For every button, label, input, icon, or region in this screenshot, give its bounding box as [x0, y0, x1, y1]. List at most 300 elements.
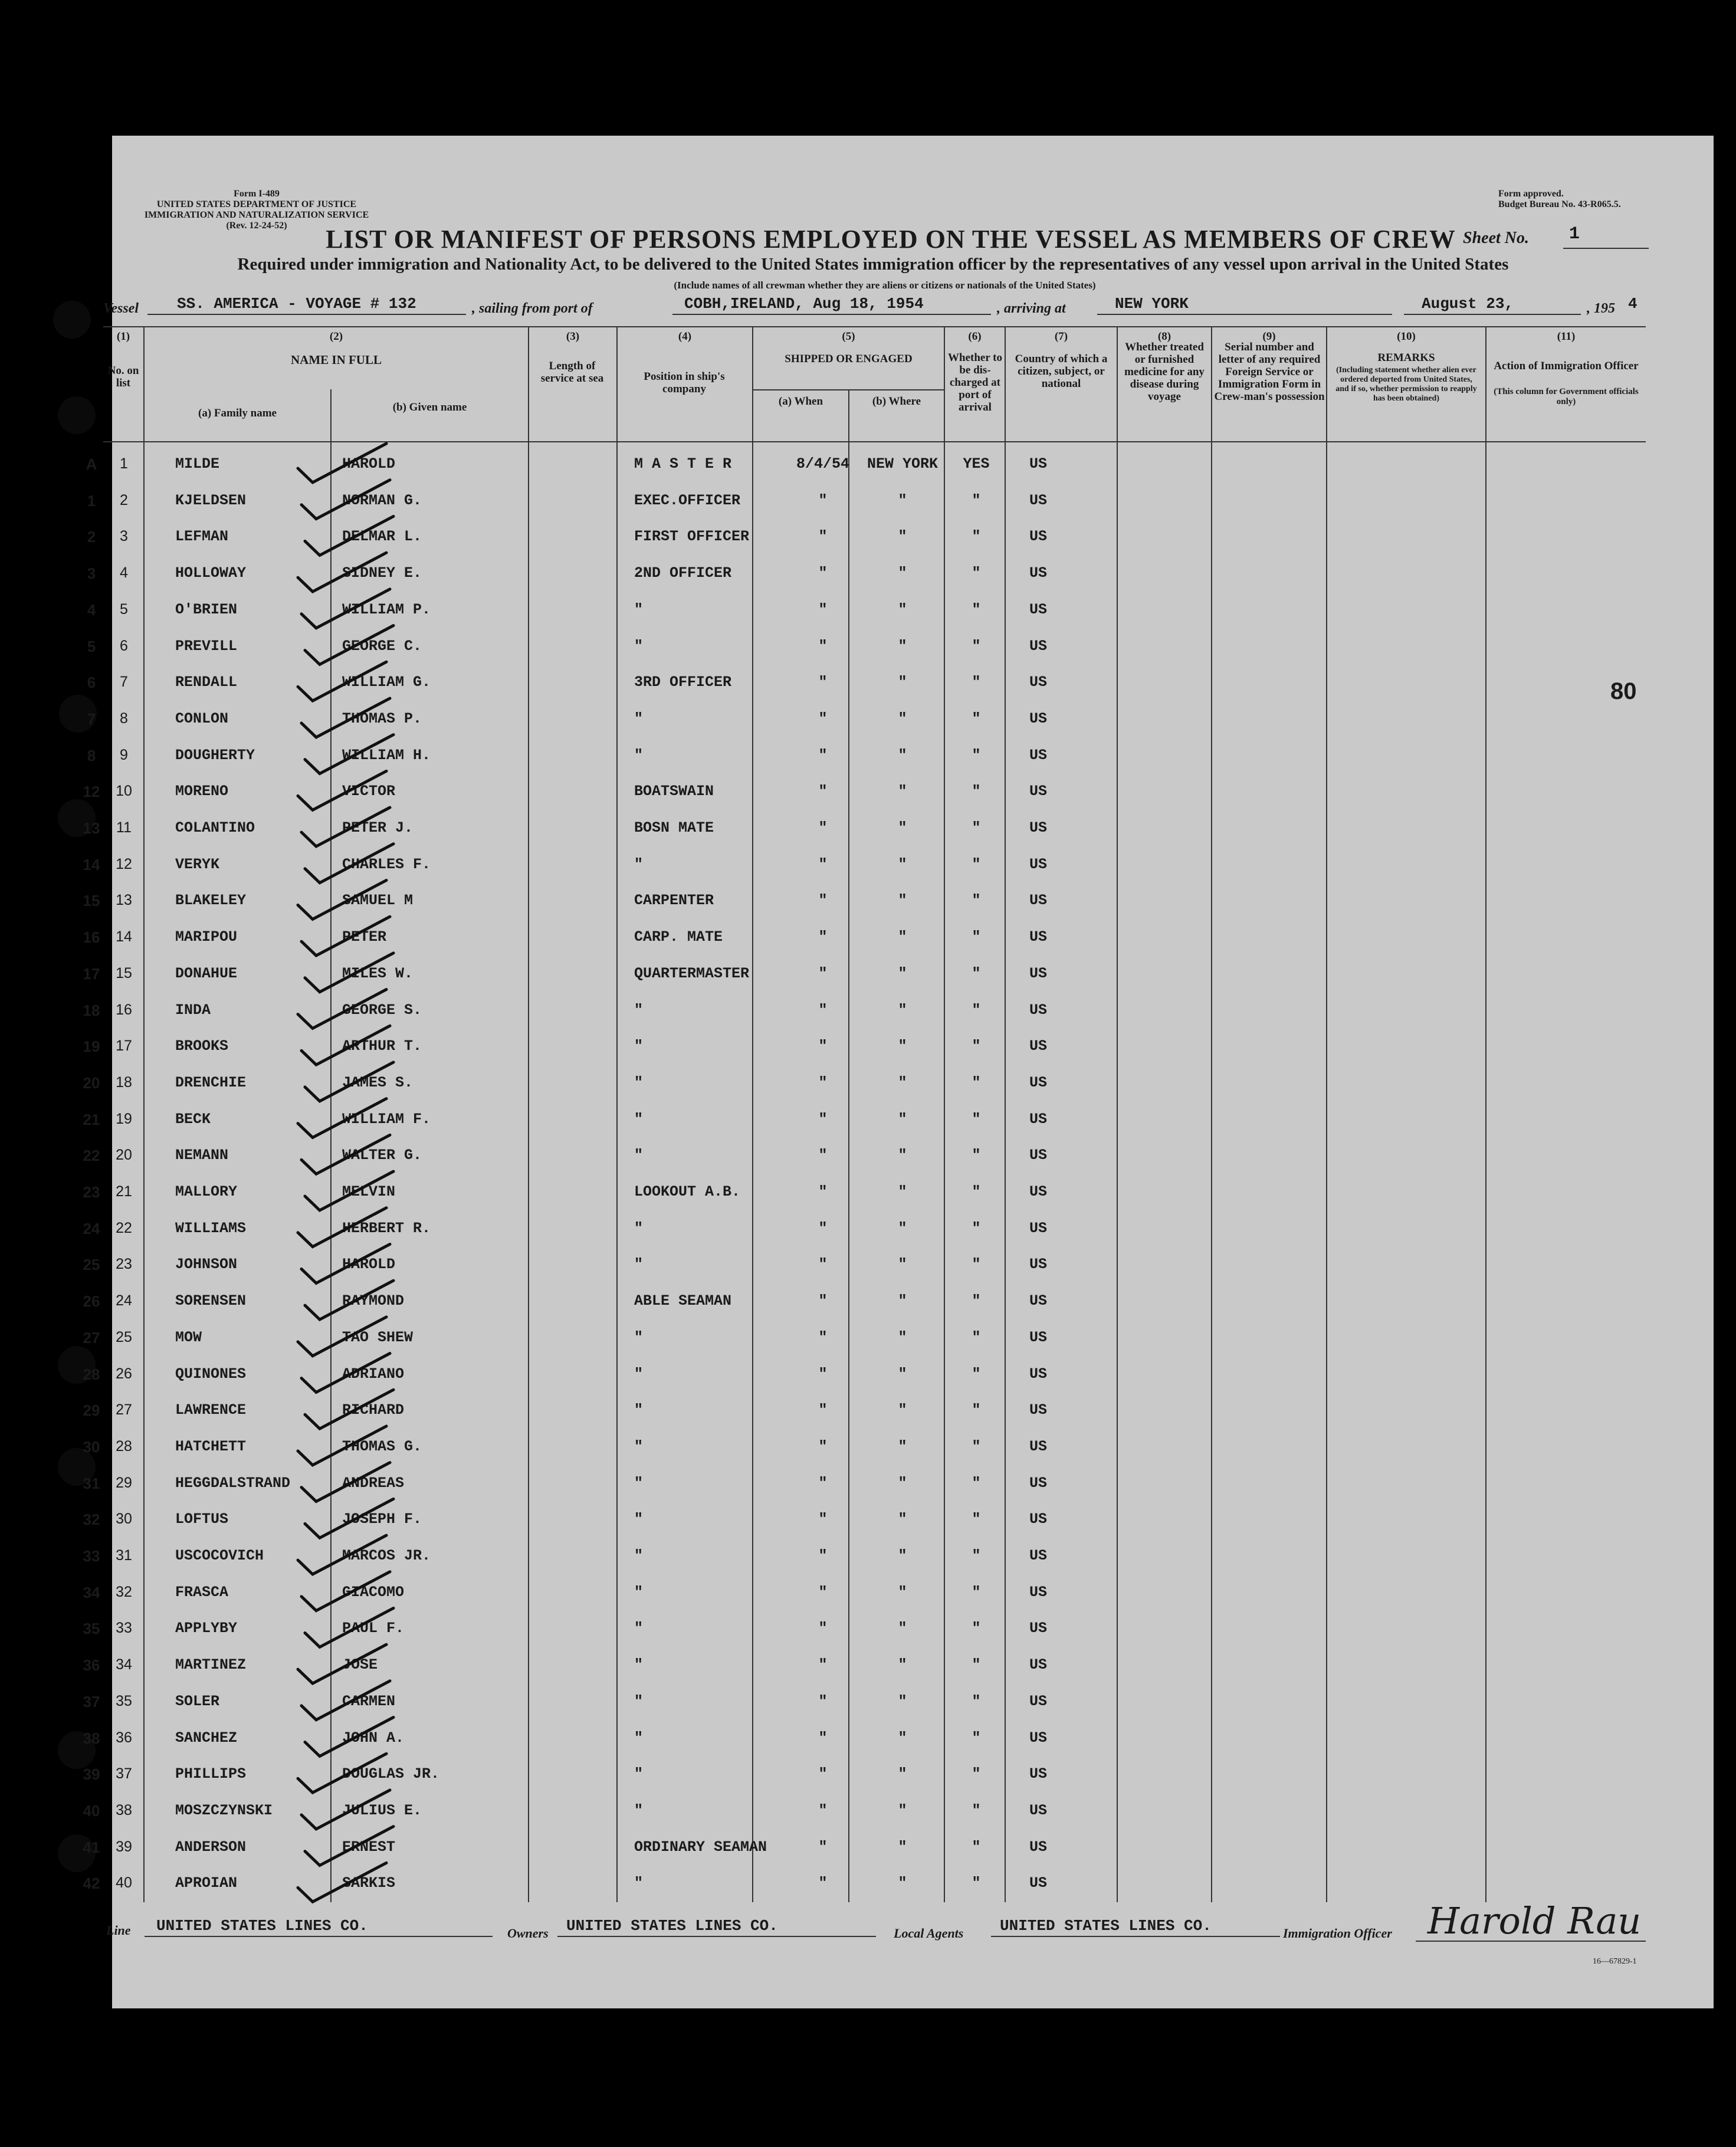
check-mark: [305, 626, 393, 665]
margin-number: 26: [83, 1292, 100, 1311]
list-number: 21: [116, 1183, 132, 1200]
given-name: ERNEST: [342, 1838, 396, 1856]
margin-number: 39: [83, 1765, 100, 1784]
margin-number: 13: [83, 819, 100, 837]
shipped-where: ": [898, 1511, 907, 1528]
discharged: ": [972, 637, 981, 655]
margin-number: 7: [87, 710, 96, 728]
check-mark: [301, 1354, 390, 1393]
check-mark: [301, 1681, 390, 1720]
margin-number: 14: [83, 855, 100, 874]
shipped-where: ": [898, 1401, 907, 1419]
vessel-value: SS. AMERICA - VOYAGE # 132: [177, 295, 416, 313]
margin-number: 20: [83, 1074, 100, 1092]
list-number: 7: [120, 674, 128, 691]
list-number: 38: [116, 1801, 132, 1818]
shipped-where: ": [898, 491, 907, 509]
discharged: ": [972, 928, 981, 946]
margin-number: 21: [83, 1110, 100, 1128]
given-name: DELMAR L.: [342, 528, 422, 546]
margin-number: 42: [83, 1874, 100, 1893]
family-name: APROIAN: [175, 1874, 238, 1892]
shipped-where: ": [898, 1729, 907, 1747]
position: ": [634, 1147, 644, 1164]
list-number: 25: [116, 1328, 132, 1345]
check-mark: [305, 1171, 396, 1210]
discharged: ": [972, 564, 981, 582]
discharged: ": [972, 1547, 981, 1564]
shipped-when: ": [818, 1838, 828, 1856]
col8-number: (8): [1157, 330, 1171, 343]
discharged: ": [972, 1583, 981, 1601]
position: ": [634, 1729, 644, 1747]
position: ABLE SEAMAN: [634, 1292, 732, 1310]
country: US: [1029, 1801, 1047, 1819]
discharged: ": [972, 1219, 981, 1237]
agents-label: Local Agents: [894, 1926, 964, 1941]
year-digit: 4: [1628, 295, 1637, 313]
shipped-where: ": [898, 1001, 907, 1019]
family-name: DOUGHERTY: [175, 746, 255, 764]
owners-label: Owners: [507, 1926, 549, 1941]
line-value: UNITED STATES LINES CO.: [156, 1917, 368, 1935]
position: ": [634, 637, 644, 655]
discharged: ": [972, 1292, 981, 1310]
shipped-where: ": [898, 564, 907, 582]
check-mark: [298, 1317, 386, 1356]
margin-number: 28: [83, 1365, 100, 1383]
family-name: LEFMAN: [175, 528, 229, 546]
discharged: ": [972, 1838, 981, 1856]
family-name: MALLORY: [175, 1183, 238, 1200]
given-name: JOHN A.: [342, 1729, 405, 1747]
check-mark: [305, 516, 393, 555]
margin-number: 40: [83, 1801, 100, 1820]
shipped-when: ": [818, 528, 828, 546]
given-name: JOSEPH F.: [342, 1511, 422, 1528]
col-name-in-full: NAME IN FULL: [290, 353, 382, 367]
family-name: MILDE: [175, 455, 220, 472]
country: US: [1029, 491, 1047, 509]
shipped-where: ": [898, 1365, 907, 1383]
country: US: [1029, 1147, 1047, 1164]
margin-number: 32: [83, 1511, 100, 1529]
discharged: ": [972, 1620, 981, 1637]
shipped-when: ": [818, 1219, 828, 1237]
check-mark: [298, 990, 386, 1029]
discharged: ": [972, 783, 981, 800]
family-name: VERYK: [175, 855, 220, 873]
shipped-where: ": [898, 783, 907, 800]
check-mark: [305, 1390, 393, 1429]
shipped-when: ": [818, 1292, 828, 1310]
col-position: Position in ship's company: [644, 370, 725, 395]
family-name: MOW: [175, 1328, 202, 1346]
given-name: JOSE: [342, 1656, 378, 1674]
family-name: SOLER: [175, 1692, 220, 1710]
position: ": [634, 1474, 644, 1492]
margin-number: 17: [83, 964, 100, 983]
given-name: CARMEN: [342, 1692, 396, 1710]
discharged: ": [972, 1874, 981, 1892]
list-number: 31: [116, 1547, 132, 1564]
check-mark: [298, 1754, 386, 1793]
family-name: HEGGDALSTRAND: [175, 1474, 291, 1492]
discharged: ": [972, 892, 981, 910]
given-name: JULIUS E.: [342, 1801, 422, 1819]
shipped-where: ": [898, 1838, 907, 1856]
shipped-where: ": [898, 1183, 907, 1200]
list-number: 19: [116, 1110, 132, 1127]
list-number: 12: [116, 855, 132, 872]
family-name: O'BRIEN: [175, 600, 238, 618]
include-note: (Include names of all crewman whether they are aliens or citizens or nationals of the United States): [674, 280, 1096, 291]
list-number: 26: [116, 1365, 132, 1382]
position: ": [634, 1074, 644, 1091]
shipped-where: ": [898, 1147, 907, 1164]
country: US: [1029, 674, 1047, 691]
list-number: 6: [120, 637, 128, 654]
position: EXEC.OFFICER: [634, 491, 741, 509]
given-name: PETER: [342, 928, 387, 946]
margin-tally: 80: [1610, 678, 1637, 704]
given-name: DOUGLAS JR.: [342, 1765, 440, 1783]
list-number: 15: [116, 964, 132, 981]
list-number: 34: [116, 1656, 132, 1673]
position: ": [634, 1656, 644, 1674]
list-number: 33: [116, 1620, 132, 1637]
position: ": [634, 1547, 644, 1564]
margin-number: 30: [83, 1437, 100, 1456]
country: US: [1029, 564, 1047, 582]
family-name: HOLLOWAY: [175, 564, 247, 582]
position: ": [634, 1110, 644, 1128]
check-mark: [301, 589, 390, 628]
country: US: [1029, 1838, 1047, 1856]
list-number: 30: [116, 1511, 132, 1528]
margin-number: 35: [83, 1620, 100, 1638]
col7-number: (7): [1054, 330, 1068, 343]
shipped-when: ": [818, 1038, 828, 1055]
country: US: [1029, 1765, 1047, 1783]
given-name: JAMES S.: [342, 1074, 414, 1091]
shipped-when: ": [818, 1583, 828, 1601]
given-name: TAO SHEW: [342, 1328, 414, 1346]
col-family-name: (a) Family name: [198, 407, 277, 419]
country: US: [1029, 746, 1047, 764]
family-name: BROOKS: [175, 1038, 229, 1055]
list-number: 37: [116, 1765, 132, 1782]
margin-number: 19: [83, 1038, 100, 1056]
position: M A S T E R: [634, 455, 732, 472]
family-name: NEMANN: [175, 1147, 229, 1164]
margin-number: A: [86, 455, 97, 473]
given-name: CHARLES F.: [342, 855, 431, 873]
col-country: Country of which a citizen, subject, or national: [1015, 353, 1108, 390]
list-number: 36: [116, 1729, 132, 1746]
owners-value: UNITED STATES LINES CO.: [566, 1917, 778, 1935]
arriving-label: , arriving at: [997, 301, 1066, 316]
given-name: WILLIAM P.: [342, 600, 431, 618]
discharged: ": [972, 528, 981, 546]
country: US: [1029, 964, 1047, 982]
country: US: [1029, 892, 1047, 910]
shipped-where: ": [898, 1219, 907, 1237]
list-number: 18: [116, 1074, 132, 1091]
shipped-when: ": [818, 1328, 828, 1346]
country: US: [1029, 1729, 1047, 1747]
country: US: [1029, 1583, 1047, 1601]
shipped-where: ": [898, 1256, 907, 1273]
country: US: [1029, 637, 1047, 655]
position: ": [634, 1874, 644, 1892]
shipped-when: ": [818, 1656, 828, 1674]
check-mark: [301, 807, 390, 846]
col2-number: (2): [329, 330, 343, 343]
shipped-when: ": [818, 1365, 828, 1383]
discharged: ": [972, 1801, 981, 1819]
list-number: 9: [120, 746, 128, 763]
page-title: LIST OR MANIFEST OF PERSONS EMPLOYED ON THE VESSEL AS MEMBERS OF CREW: [326, 225, 1456, 254]
list-number: 14: [116, 928, 132, 946]
given-name: HAROLD: [342, 455, 396, 472]
list-number: 11: [116, 819, 132, 836]
discharged: ": [972, 1074, 981, 1091]
discharged: ": [972, 1001, 981, 1019]
col11-number: (11): [1557, 330, 1576, 343]
position: ": [634, 1328, 644, 1346]
shipped-when: ": [818, 746, 828, 764]
shipped-where: ": [898, 1292, 907, 1310]
shipped-where: ": [898, 1038, 907, 1055]
shipped-where: ": [898, 1620, 907, 1637]
position: 2ND OFFICER: [634, 564, 732, 582]
col-length-of-service: Length of service at sea: [540, 360, 604, 385]
shipped-where: ": [898, 1765, 907, 1783]
sailing-port: COBH,IRELAND, Aug 18, 1954: [684, 295, 924, 313]
given-name: NORMAN G.: [342, 491, 422, 509]
family-name: RENDALL: [175, 674, 238, 691]
list-number: 22: [116, 1219, 132, 1236]
given-name: ARTHUR T.: [342, 1038, 422, 1055]
list-number: 40: [116, 1874, 132, 1892]
given-name: MELVIN: [342, 1183, 396, 1200]
shipped-when: ": [818, 1401, 828, 1419]
check-mark: [301, 1790, 390, 1829]
list-number: 13: [116, 892, 132, 909]
shipped-when: ": [818, 491, 828, 509]
col-officer-action: Action of Immigration Officer: [1494, 360, 1639, 372]
arrival-date: August 23,: [1422, 295, 1514, 313]
col-remarks: REMARKS: [1377, 352, 1435, 364]
family-name: SORENSEN: [175, 1292, 247, 1310]
position: ": [634, 746, 644, 764]
family-name: DONAHUE: [175, 964, 238, 982]
shipped-where: ": [898, 1547, 907, 1564]
family-name: PHILLIPS: [175, 1765, 247, 1783]
check-mark: [298, 553, 386, 592]
col-officer-note: (This column for Government officials only): [1494, 387, 1639, 406]
list-number: 5: [120, 600, 128, 618]
margin-number: 31: [83, 1474, 100, 1492]
col-where: (b) Where: [872, 395, 921, 408]
margin-number: 6: [87, 674, 96, 692]
family-name: LOFTUS: [175, 1511, 229, 1528]
family-name: KJELDSEN: [175, 491, 247, 509]
check-mark: [301, 480, 390, 519]
list-number: 27: [116, 1401, 132, 1419]
check-mark: [305, 1608, 393, 1647]
check-mark: [301, 1026, 390, 1065]
margin-number: 8: [87, 746, 96, 764]
country: US: [1029, 710, 1047, 727]
family-name: DRENCHIE: [175, 1074, 247, 1091]
country: US: [1029, 1692, 1047, 1710]
col-shipped-engaged: SHIPPED OR ENGAGED: [785, 353, 913, 365]
country: US: [1029, 1219, 1047, 1237]
given-name: VICTOR: [342, 783, 396, 800]
shipped-when: ": [818, 674, 828, 691]
margin-number: 36: [83, 1656, 100, 1675]
shipped-when: ": [818, 1511, 828, 1528]
col4-number: (4): [678, 330, 692, 343]
shipped-when: ": [818, 1801, 828, 1819]
discharged: ": [972, 819, 981, 836]
country: US: [1029, 1401, 1047, 1419]
shipped-when: ": [818, 1147, 828, 1164]
shipped-when: ": [818, 892, 828, 910]
position: BOSN MATE: [634, 819, 714, 836]
family-name: SANCHEZ: [175, 1729, 238, 1747]
shipped-when: ": [818, 1729, 828, 1747]
country: US: [1029, 1292, 1047, 1310]
check-mark: [301, 1244, 390, 1283]
agents-value: UNITED STATES LINES CO.: [1000, 1917, 1212, 1935]
position: CARPENTER: [634, 892, 714, 910]
family-name: FRASCA: [175, 1583, 229, 1601]
shipped-where: ": [898, 928, 907, 946]
given-name: GEORGE C.: [342, 637, 422, 655]
margin-number: 24: [83, 1219, 100, 1237]
margin-number: 15: [83, 892, 100, 910]
shipped-where: ": [898, 1656, 907, 1674]
shipped-when: ": [818, 710, 828, 727]
form-revision: (Rev. 12-24-52): [226, 221, 287, 231]
discharged: ": [972, 1729, 981, 1747]
given-name: THOMAS G.: [342, 1437, 422, 1455]
position: ": [634, 600, 644, 618]
shipped-when: ": [818, 1547, 828, 1564]
margin-number: 22: [83, 1147, 100, 1165]
shipped-where: ": [898, 710, 907, 727]
budget-bureau-line: Budget Bureau No. 43-R065.5.: [1498, 199, 1621, 209]
list-number: 24: [116, 1292, 132, 1309]
check-mark: [305, 953, 393, 992]
list-number: 2: [120, 491, 128, 508]
check-mark: [301, 1135, 390, 1174]
family-name: WILLIAMS: [175, 1219, 247, 1237]
position: ": [634, 1365, 644, 1383]
list-number: 16: [116, 1001, 132, 1018]
officer-label: Immigration Officer: [1283, 1926, 1392, 1941]
margin-number: 1: [87, 491, 96, 510]
country: US: [1029, 1511, 1047, 1528]
discharged: ": [972, 1656, 981, 1674]
position: ": [634, 1437, 644, 1455]
given-name: PAUL F.: [342, 1620, 405, 1637]
shipped-where: ": [898, 637, 907, 655]
margin-number: 25: [83, 1256, 100, 1274]
given-name: MARCOS JR.: [342, 1547, 431, 1564]
shipped-when: 8/4/54: [796, 455, 849, 472]
country: US: [1029, 1110, 1047, 1128]
given-name: ADRIANO: [342, 1365, 405, 1383]
print-code: 16—67829-1: [1593, 1957, 1637, 1966]
col-no-on-list: No. on list: [107, 365, 139, 389]
country: US: [1029, 1074, 1047, 1091]
discharged: ": [972, 491, 981, 509]
family-name: COLANTINO: [175, 819, 255, 836]
family-name: HATCHETT: [175, 1437, 247, 1455]
position: ORDINARY SEAMAN: [634, 1838, 767, 1856]
country: US: [1029, 1038, 1047, 1055]
margin-number: 23: [83, 1183, 100, 1201]
family-name: MARTINEZ: [175, 1656, 247, 1674]
shipped-when: ": [818, 1001, 828, 1019]
check-mark: [298, 1426, 386, 1465]
country: US: [1029, 1656, 1047, 1674]
check-mark: [305, 1281, 393, 1319]
given-name: RICHARD: [342, 1401, 405, 1419]
check-mark: [305, 1499, 393, 1538]
list-number: 20: [116, 1147, 132, 1164]
discharged: ": [972, 1110, 981, 1128]
country: US: [1029, 1474, 1047, 1492]
sheet-number: 1: [1569, 224, 1580, 244]
family-name: ANDERSON: [175, 1838, 247, 1856]
country: US: [1029, 1001, 1047, 1019]
shipped-when: ": [818, 964, 828, 982]
given-name: SARKIS: [342, 1874, 396, 1892]
given-name: SAMUEL M: [342, 892, 414, 910]
margin-number: 34: [83, 1583, 100, 1601]
discharged: ": [972, 600, 981, 618]
family-name: BLAKELEY: [175, 892, 247, 910]
shipped-where: NEW YORK: [867, 455, 938, 472]
position: LOOKOUT A.B.: [634, 1183, 741, 1200]
shipped-where: ": [898, 1110, 907, 1128]
margin-number: 2: [87, 528, 96, 546]
service-name: IMMIGRATION AND NATURALIZATION SERVICE: [144, 210, 369, 220]
department-name: UNITED STATES DEPARTMENT OF JUSTICE: [156, 199, 357, 209]
position: 3RD OFFICER: [634, 674, 732, 691]
position: ": [634, 1401, 644, 1419]
discharged: ": [972, 855, 981, 873]
col-given-name: (b) Given name: [392, 401, 467, 413]
shipped-when: ": [818, 637, 828, 655]
given-name: HERBERT R.: [342, 1219, 431, 1237]
position: ": [634, 710, 644, 727]
discharged: ": [972, 1511, 981, 1528]
check-mark: [305, 735, 393, 774]
discharged: ": [972, 1437, 981, 1455]
position: ": [634, 1692, 644, 1710]
discharged: ": [972, 1038, 981, 1055]
shipped-when: ": [818, 1620, 828, 1637]
list-number: 28: [116, 1437, 132, 1455]
shipped-where: ": [898, 1074, 907, 1091]
check-mark: [301, 1572, 390, 1611]
